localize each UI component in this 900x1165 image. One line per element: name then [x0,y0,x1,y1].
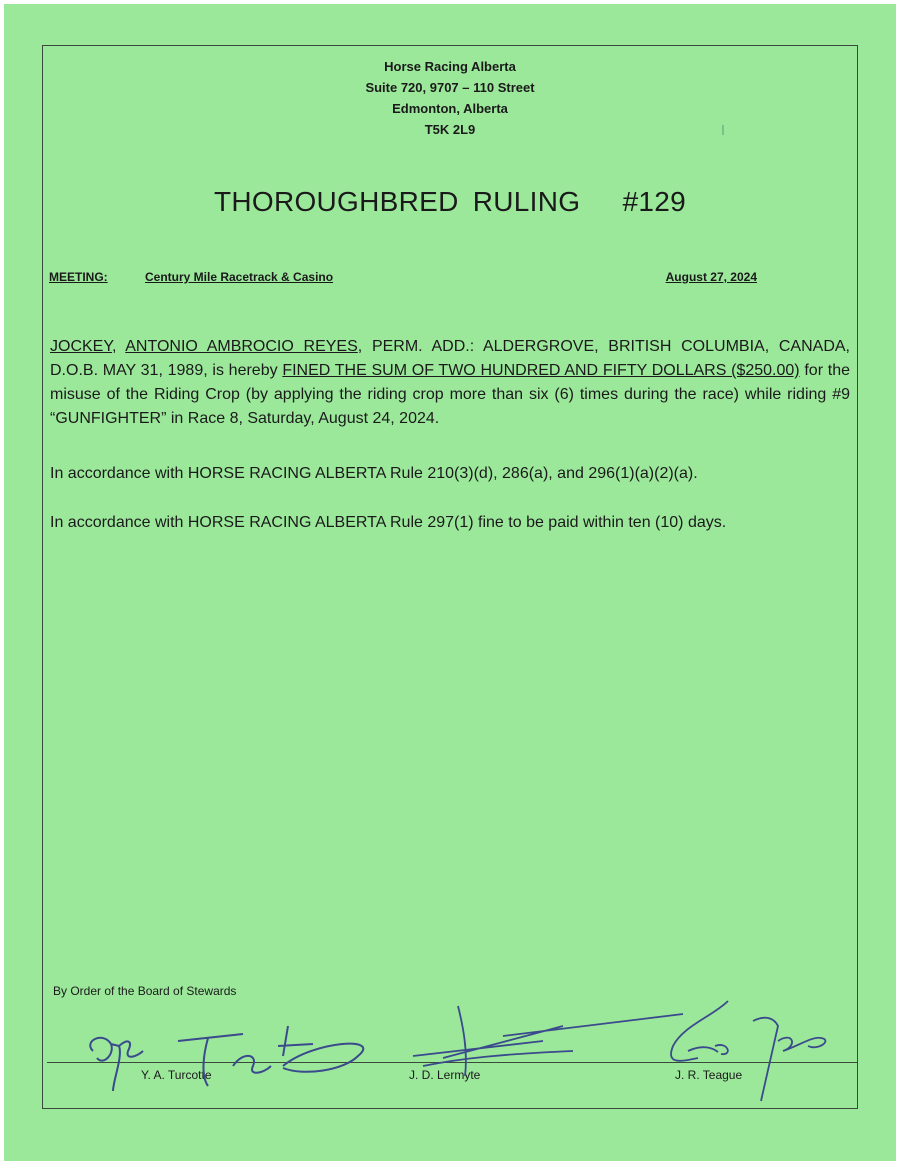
ruling-paragraph [50,335,850,431]
meeting-label: MEETING: [49,270,108,284]
signature-turcotte [83,996,373,1106]
board-order-label: By Order of the Board of Stewards [53,984,237,998]
steward-name-1: Y. A. Turcotte [141,1068,212,1082]
letterhead [43,56,857,140]
jockey-details: , PERM. ADD.: ALDERGROVE, BRITISH COLUMBIA, CANADA, D.O.B. MAY 31, 1989, is hereby [50,338,850,379]
document-frame [42,45,858,1109]
ruling-role: JOCKEY [50,338,112,355]
address-line-1: Suite 720, 9707 – 110 Street [365,80,535,95]
address-line-2: Edmonton, Alberta [392,101,508,116]
ruling-separator: , [111,338,126,355]
steward-name-2: J. D. Lermyte [409,1068,481,1082]
signature-line [47,1062,857,1063]
jockey-name: ANTONIO AMBROCIO REYES [125,338,358,355]
penalty-reason: for the misuse of the Riding Crop (by applying the riding crop more than six (6) times during the race) while riding #9 “GUNFIGHTER” in Race 8, Saturday, August 24, 2024. [50,362,850,427]
postal-code: T5K 2L9 [424,122,476,137]
ruling-document [4,4,896,1161]
steward-name-3: J. R. Teague [675,1068,743,1082]
ruling-date: August 27, 2024 [665,270,757,284]
org-name: Horse Racing Alberta [384,59,516,74]
meeting-venue: Century Mile Racetrack & Casino [145,270,334,284]
page-title: THOROUGHBRED RULING #129 [213,186,687,217]
signature-teague [643,986,843,1106]
rule-reference-2: In accordance with HORSE RACING ALBERTA Rule 297(1) fine to be paid within ten (10) days. [50,514,727,531]
rule-reference-1: In accordance with HORSE RACING ALBERTA Rule 210(3)(d), 286(a), and 296(1)(a)(2)(a). [50,465,698,482]
penalty-text: FINED THE SUM OF TWO HUNDRED AND FIFTY DOLLARS ($250.00) [282,362,800,379]
